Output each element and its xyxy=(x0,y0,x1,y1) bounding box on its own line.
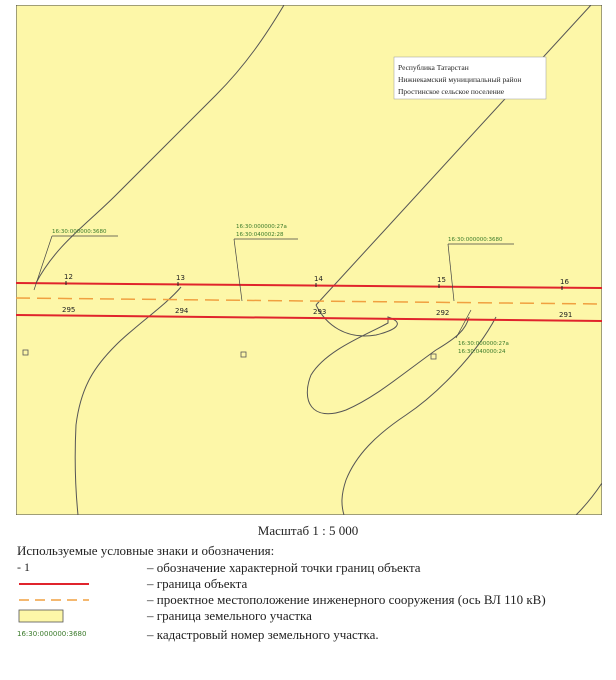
legend-row-boundary xyxy=(17,576,607,592)
legend-cadastral-text: – кадастровый номер земельного участка. xyxy=(147,627,379,642)
cadastral-label-center-2: 16:30:040002:28 xyxy=(236,232,284,238)
region-district: Нижнекамский муниципальный район xyxy=(398,75,522,84)
legend-parcel-symbol xyxy=(17,608,107,624)
legend-axis-symbol xyxy=(17,592,107,608)
legend-parcel-text: – граница земельного участка xyxy=(147,608,312,623)
point-label-292: 292 xyxy=(436,309,450,317)
point-label-291: 291 xyxy=(559,311,573,319)
point-label-15: 15 xyxy=(437,276,446,284)
point-label-16: 16 xyxy=(560,278,569,286)
point-label-14: 14 xyxy=(314,275,323,283)
point-label-294: 294 xyxy=(175,307,189,315)
legend-cadastral-symbol: 16:30:000000:3680 xyxy=(17,630,87,638)
legend-point-text: – обозначение характерной точки границ объекта xyxy=(147,560,421,575)
legend-row-cadastral xyxy=(17,627,607,643)
region-settlement: Простинское сельское поселение xyxy=(398,87,505,96)
legend-title: Используемые условные знаки и обозначения: xyxy=(17,543,275,558)
cadastral-map xyxy=(16,5,602,515)
legend-row-point xyxy=(17,560,607,576)
point-label-13: 13 xyxy=(176,274,185,282)
cadastral-label-right: 16:30:000000:3680 xyxy=(448,237,503,243)
point-label-293: 293 xyxy=(313,308,327,316)
legend-axis-text: – проектное местоположение инженерного сооружения (ось ВЛ 110 кВ) xyxy=(147,592,546,607)
legend-boundary-text: – граница объекта xyxy=(147,576,248,591)
legend-point-symbol: - 1 xyxy=(17,560,30,574)
legend-boundary-symbol xyxy=(17,576,107,592)
cadastral-label-center-1: 16:30:000000:27а xyxy=(236,224,287,230)
point-label-12: 12 xyxy=(64,273,73,281)
cadastral-label-bottom-1: 16:30:000000:27а xyxy=(458,341,509,347)
legend-row-parcel xyxy=(17,608,607,624)
map-scale: Масштаб 1 : 5 000 xyxy=(257,523,359,538)
point-label-295: 295 xyxy=(62,306,76,314)
cadastral-label-bottom-2: 16:30:040000:24 xyxy=(458,349,506,355)
legend-row-axis xyxy=(17,592,607,608)
region-republic: Республика Татарстан xyxy=(398,63,469,72)
cadastral-label-left: 16:30:000000:3680 xyxy=(52,229,107,235)
